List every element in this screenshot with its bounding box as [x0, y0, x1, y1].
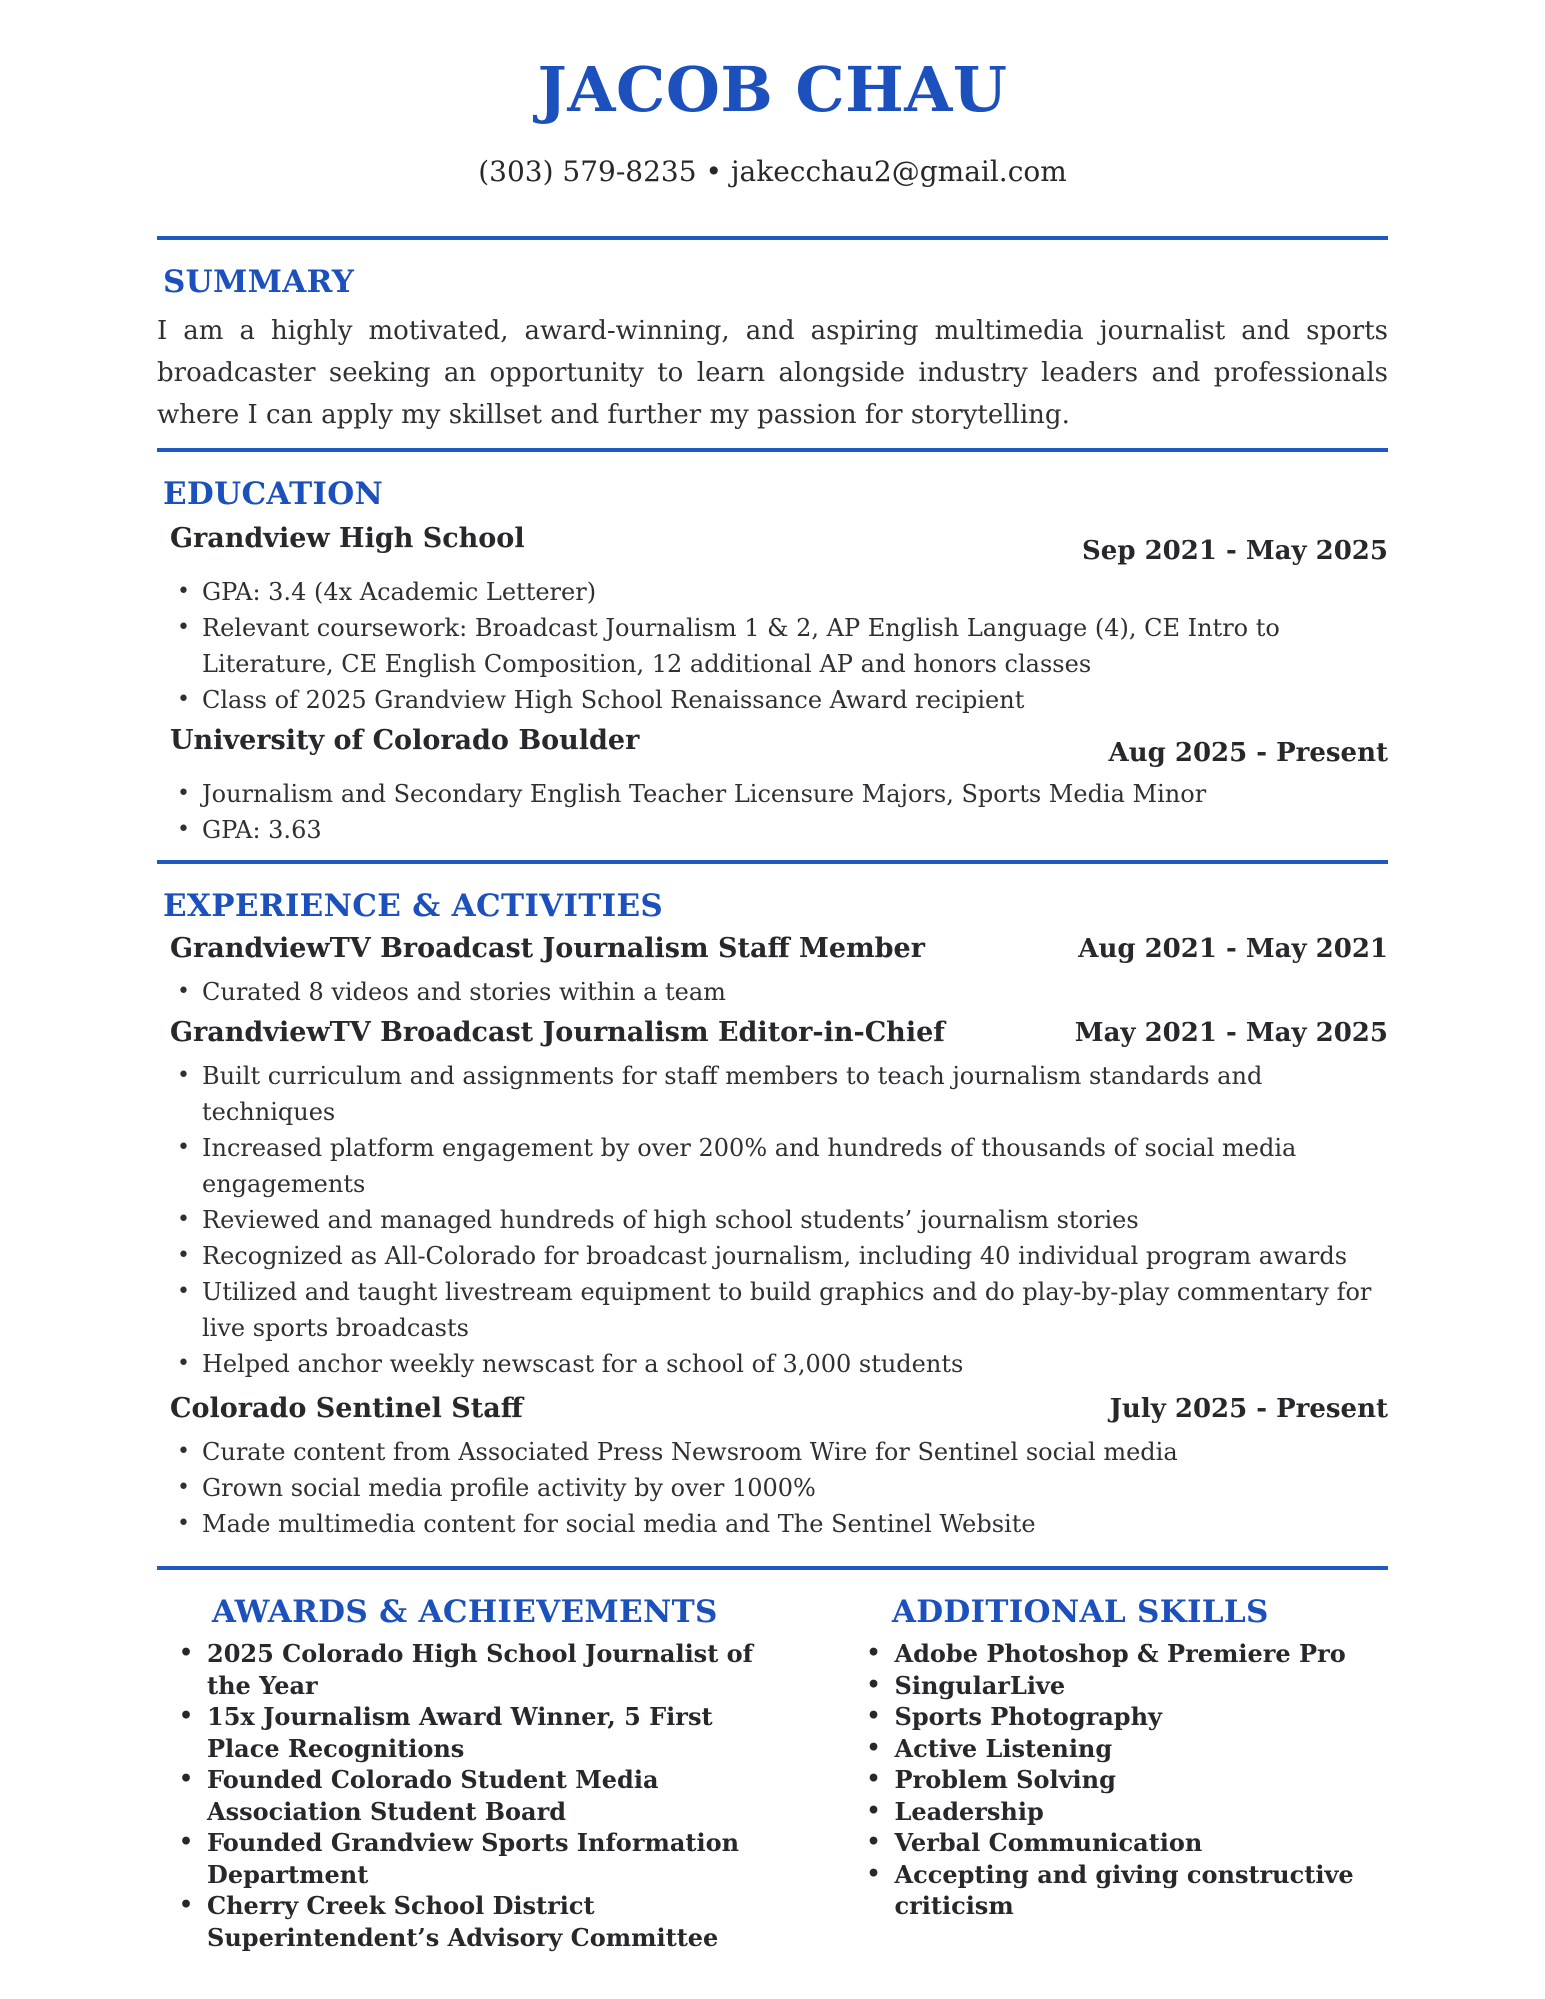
award-item: • Founded Colorado Student Media Association Student Board — [157, 1764, 773, 1827]
education-section — [157, 474, 1388, 848]
skill-item: • SingularLive — [773, 1670, 1389, 1702]
entry-header-row — [170, 932, 1388, 966]
skill-item: • Active Listening — [773, 1733, 1389, 1765]
skill-item: • Adobe Photoshop & Premiere Pro — [773, 1638, 1389, 1670]
entry-dates: July 2025 - Present — [1109, 1394, 1388, 1424]
entry-bullet-list — [157, 974, 1388, 1010]
section-divider — [157, 236, 1388, 240]
bullet-item: • Made multimedia content for social media and The Sentinel Website — [157, 1506, 1388, 1542]
candidate-name: JACOB CHAU — [537, 53, 1008, 126]
entry-title: Grandview High School — [170, 523, 525, 554]
entry-dates: Aug 2025 - Present — [1108, 738, 1388, 768]
summary-paragraph: I am a highly motivated, award-winning, and aspiring multimedia journalist and sports broadcaster seeking an opportunity to learn alongside industry leaders and professionals where I can apply my skillset and further my passion for storytelling. — [157, 316, 1388, 430]
bullet-item: • Curate content from Associated Press Newsroom Wire for Sentinel social media — [157, 1434, 1388, 1470]
entry-title: GrandviewTV Broadcast Journalism Staff Member — [170, 933, 925, 964]
entry-bullet-list — [157, 574, 1388, 718]
skills-section — [773, 1592, 1389, 1953]
entry-dates: May 2021 - May 2025 — [1074, 1018, 1388, 1048]
entry-header-row — [170, 724, 1388, 768]
bullet-item: • Helped anchor weekly newscast for a school of 3,000 students — [157, 1346, 1388, 1382]
entry-header-row — [170, 1392, 1388, 1426]
entry-bullet-list — [157, 1058, 1388, 1382]
awards-list — [157, 1638, 773, 1953]
experience-entry — [157, 1016, 1388, 1382]
awards-section — [157, 1592, 773, 1953]
bottom-columns — [157, 1592, 1388, 1953]
entry-bullet-list — [157, 1434, 1388, 1542]
bullet-item: • GPA: 3.63 — [157, 812, 1388, 848]
summary-heading: SUMMARY — [163, 264, 355, 300]
entry-title: GrandviewTV Broadcast Journalism Editor-in-Chief — [170, 1017, 945, 1048]
education-entry — [157, 522, 1388, 718]
skills-heading: ADDITIONAL SKILLS — [891, 1594, 1269, 1630]
skill-item: • Sports Photography — [773, 1701, 1389, 1733]
entry-dates: Aug 2021 - May 2021 — [1078, 934, 1388, 964]
experience-section — [157, 886, 1388, 1542]
bullet-item: • Class of 2025 Grandview High School Renaissance Award recipient — [157, 682, 1388, 718]
entry-title: University of Colorado Boulder — [170, 725, 640, 756]
award-item: • 15x Journalism Award Winner, 5 First Place Recognitions — [157, 1701, 773, 1764]
skill-item: • Verbal Communication — [773, 1827, 1389, 1859]
entry-title: Colorado Sentinel Staff — [170, 1393, 523, 1424]
experience-entry — [157, 932, 1388, 1010]
section-divider — [157, 1566, 1388, 1570]
entry-bullet-list — [157, 776, 1388, 848]
resume-header — [157, 50, 1388, 190]
entry-header-row — [170, 1016, 1388, 1050]
education-heading: EDUCATION — [163, 476, 384, 512]
awards-heading: AWARDS & ACHIEVEMENTS — [211, 1594, 718, 1630]
education-entry — [157, 724, 1388, 848]
skill-item: • Leadership — [773, 1796, 1389, 1828]
award-item: • Cherry Creek School District Superintendent’s Advisory Committee — [157, 1890, 773, 1953]
award-item: • Founded Grandview Sports Information Department — [157, 1827, 773, 1890]
bullet-item: • Built curriculum and assignments for staff members to teach journalism standards and techniques — [157, 1058, 1388, 1130]
bullet-item: • GPA: 3.4 (4x Academic Letterer) — [157, 574, 1388, 610]
experience-entry — [157, 1392, 1388, 1542]
experience-heading: EXPERIENCE & ACTIVITIES — [163, 888, 664, 924]
entry-dates: Sep 2021 - May 2025 — [1082, 536, 1388, 566]
section-divider — [157, 448, 1388, 452]
bullet-item: • Utilized and taught livestream equipment to build graphics and do play-by-play commentary for live sports broadcasts — [157, 1274, 1388, 1346]
bullet-item: • Increased platform engagement by over 200% and hundreds of thousands of social media engagements — [157, 1130, 1388, 1202]
contact-line: (303) 579-8235 • jakecchau2@gmail.com — [478, 155, 1067, 188]
bullet-item: • Relevant coursework: Broadcast Journalism 1 & 2, AP English Language (4), CE Intro to Literature, CE English Composition, 12 additional AP and honors classes — [157, 610, 1388, 682]
entry-header-row — [170, 522, 1388, 566]
bullet-item: • Curated 8 videos and stories within a team — [157, 974, 1388, 1010]
bullet-item: • Grown social media profile activity by over 1000% — [157, 1470, 1388, 1506]
bullet-item: • Journalism and Secondary English Teacher Licensure Majors, Sports Media Minor — [157, 776, 1388, 812]
skills-list — [773, 1638, 1389, 1922]
summary-section — [157, 262, 1388, 436]
skill-item: • Problem Solving — [773, 1764, 1389, 1796]
bullet-item: • Recognized as All-Colorado for broadcast journalism, including 40 individual program awards — [157, 1238, 1388, 1274]
section-divider — [157, 860, 1388, 864]
award-item: • 2025 Colorado High School Journalist of the Year — [157, 1638, 773, 1701]
skill-item: • Accepting and giving constructive criticism — [773, 1859, 1389, 1922]
bullet-item: • Reviewed and managed hundreds of high school students’ journalism stories — [157, 1202, 1388, 1238]
